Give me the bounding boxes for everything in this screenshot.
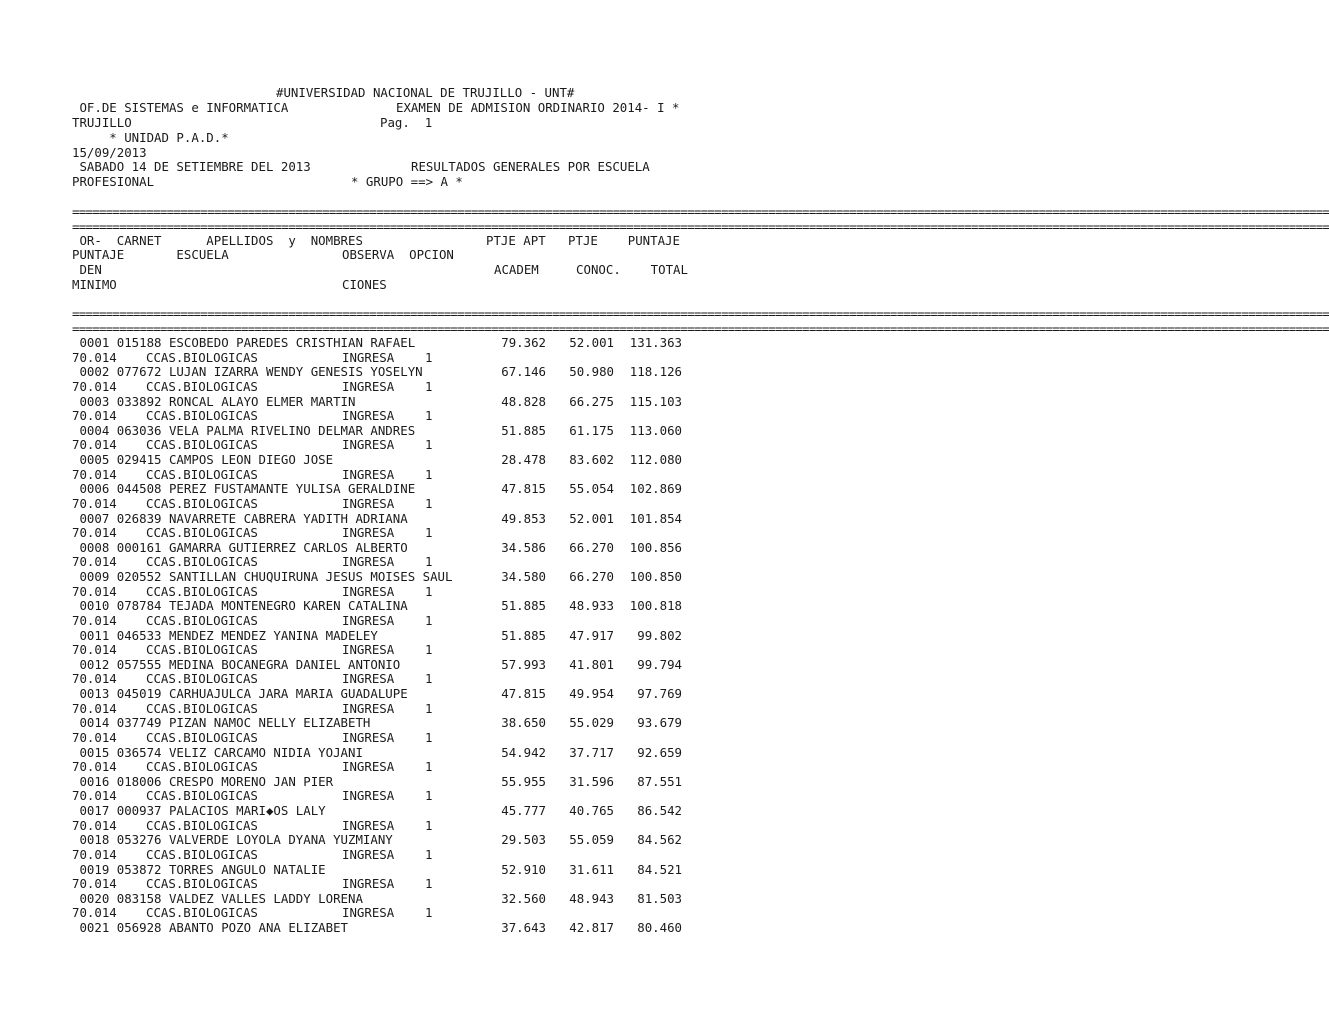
- row-total-score: 86.542: [637, 803, 682, 818]
- row-observa: INGRESA: [342, 437, 395, 453]
- row-academ-score: 37.643: [501, 920, 546, 935]
- row-observa: INGRESA: [342, 788, 395, 804]
- row-total-score: 112.080: [629, 452, 682, 467]
- row-escuela: CCAS.BIOLOGICAS: [146, 817, 258, 833]
- row-opcion: 1: [425, 437, 433, 453]
- row-opcion: 1: [425, 349, 433, 365]
- profesional-label: PROFESIONAL: [72, 174, 155, 189]
- row-observa: INGRESA: [342, 378, 395, 394]
- row-opcion: 1: [425, 525, 433, 540]
- row-name: 0015 036574 VELIZ CARCAMO NIDIA YOJANI: [72, 744, 363, 760]
- separator-line: ==========================================================================================================================================================================================: [72, 219, 1329, 234]
- row-opcion: 1: [425, 700, 433, 716]
- row-name: 0006 044508 PEREZ FUSTAMANTE YULISA GERALDINE: [72, 481, 416, 497]
- row-name: 0008 000161 GAMARRA GUTIERREZ CARLOS ALBERTO: [72, 539, 408, 555]
- row-opcion: 1: [425, 817, 433, 833]
- row-observa: INGRESA: [342, 612, 395, 628]
- row-academ-score: 52.910: [501, 861, 546, 877]
- row-name: 0018 053276 VALVERDE LOYOLA DYANA YUZMIANY: [72, 832, 393, 848]
- report-date: 15/09/2013: [72, 145, 147, 160]
- row-minimo: 70.014: [72, 583, 117, 599]
- row-academ-score: 47.815: [501, 686, 546, 701]
- row-escuela: CCAS.BIOLOGICAS: [146, 671, 258, 687]
- row-conoc-score: 55.054: [569, 481, 614, 497]
- row-opcion: 1: [425, 671, 433, 687]
- column-header-line1-left: OR- CARNET APELLIDOS y NOMBRES: [72, 233, 363, 248]
- row-escuela: CCAS.BIOLOGICAS: [146, 700, 258, 716]
- row-minimo: 70.014: [72, 700, 117, 716]
- row-opcion: 1: [425, 408, 433, 423]
- row-academ-score: 34.580: [501, 569, 546, 584]
- row-name: 0017 000937 PALACIOS MARI◆OS LALY: [72, 803, 326, 818]
- row-total-score: 84.521: [637, 861, 682, 877]
- row-name: 0012 057555 MEDINA BOCANEGRA DANIEL ANTONIO: [72, 656, 401, 672]
- row-observa: INGRESA: [342, 905, 395, 921]
- row-conoc-score: 48.943: [569, 890, 614, 906]
- row-conoc-score: 49.954: [569, 686, 614, 701]
- row-name: 0004 063036 VELA PALMA RIVELINO DELMAR ANDRES: [72, 422, 416, 438]
- row-observa: INGRESA: [342, 466, 395, 482]
- row-name: 0021 056928 ABANTO POZO ANA ELIZABET: [72, 920, 349, 935]
- row-name: 0001 015188 ESCOBEDO PAREDES CRISTHIAN RAFAEL: [72, 335, 416, 350]
- row-minimo: 70.014: [72, 905, 117, 921]
- row-escuela: CCAS.BIOLOGICAS: [146, 525, 258, 540]
- row-conoc-score: 61.175: [569, 422, 614, 438]
- row-name: 0019 053872 TORRES ANGULO NATALIE: [72, 861, 326, 877]
- row-opcion: 1: [425, 466, 433, 482]
- row-name: 0007 026839 NAVARRETE CABRERA YADITH ADRIANA: [72, 510, 408, 526]
- row-conoc-score: 52.001: [569, 510, 614, 526]
- row-escuela: CCAS.BIOLOGICAS: [146, 612, 258, 628]
- row-conoc-score: 47.917: [569, 627, 614, 643]
- group-label: * GRUPO ==> A *: [351, 174, 463, 189]
- row-total-score: 115.103: [629, 393, 682, 409]
- row-escuela: CCAS.BIOLOGICAS: [146, 495, 258, 511]
- row-escuela: CCAS.BIOLOGICAS: [146, 846, 258, 862]
- row-opcion: 1: [425, 905, 433, 921]
- row-opcion: 1: [425, 729, 433, 745]
- row-observa: INGRESA: [342, 876, 395, 891]
- row-escuela: CCAS.BIOLOGICAS: [146, 729, 258, 745]
- row-name: 0016 018006 CRESPO MORENO JAN PIER: [72, 773, 334, 789]
- row-minimo: 70.014: [72, 729, 117, 745]
- row-opcion: 1: [425, 495, 433, 511]
- row-total-score: 80.460: [637, 920, 682, 935]
- row-minimo: 70.014: [72, 378, 117, 394]
- row-observa: INGRESA: [342, 700, 395, 716]
- row-total-score: 92.659: [637, 744, 682, 760]
- row-minimo: 70.014: [72, 759, 117, 774]
- row-escuela: CCAS.BIOLOGICAS: [146, 408, 258, 423]
- row-minimo: 70.014: [72, 788, 117, 804]
- row-opcion: 1: [425, 378, 433, 394]
- row-conoc-score: 37.717: [569, 744, 614, 760]
- row-conoc-score: 42.817: [569, 920, 614, 935]
- row-total-score: 99.794: [637, 656, 682, 672]
- row-conoc-score: 40.765: [569, 803, 614, 818]
- city-name: TRUJILLO: [72, 115, 132, 130]
- university-title: #UNIVERSIDAD NACIONAL DE TRUJILLO - UNT#: [276, 85, 575, 100]
- row-total-score: 113.060: [629, 422, 682, 438]
- row-observa: INGRESA: [342, 495, 395, 511]
- row-opcion: 1: [425, 846, 433, 862]
- row-minimo: 70.014: [72, 437, 117, 453]
- row-name: 0010 078784 TEJADA MONTENEGRO KAREN CATALINA: [72, 598, 408, 614]
- row-observa: INGRESA: [342, 846, 395, 862]
- row-observa: INGRESA: [342, 759, 395, 774]
- row-escuela: CCAS.BIOLOGICAS: [146, 437, 258, 453]
- row-minimo: 70.014: [72, 671, 117, 687]
- row-name: 0003 033892 RONCAL ALAYO ELMER MARTIN: [72, 393, 356, 409]
- row-name: 0009 020552 SANTILLAN CHUQUIRUNA JESUS MOISES SAUL: [72, 569, 453, 584]
- row-conoc-score: 52.001: [569, 335, 614, 350]
- row-opcion: 1: [425, 876, 433, 891]
- row-opcion: 1: [425, 642, 433, 657]
- row-minimo: 70.014: [72, 554, 117, 570]
- row-total-score: 118.126: [629, 364, 682, 380]
- row-observa: INGRESA: [342, 671, 395, 687]
- row-name: 0013 045019 CARHUAJULCA JARA MARIA GUADALUPE: [72, 686, 408, 701]
- row-academ-score: 49.853: [501, 510, 546, 526]
- row-academ-score: 34.586: [501, 539, 546, 555]
- row-name: 0011 046533 MENDEZ MENDEZ YANINA MADELEY: [72, 627, 378, 643]
- row-conoc-score: 55.029: [569, 715, 614, 731]
- office-name: OF.DE SISTEMAS e INFORMATICA: [72, 100, 289, 115]
- row-opcion: 1: [425, 612, 433, 628]
- row-minimo: 70.014: [72, 846, 117, 862]
- row-minimo: 70.014: [72, 408, 117, 423]
- row-escuela: CCAS.BIOLOGICAS: [146, 876, 258, 891]
- row-total-score: 84.562: [637, 832, 682, 848]
- row-conoc-score: 66.270: [569, 569, 614, 584]
- unit-name: * UNIDAD P.A.D.*: [72, 130, 229, 145]
- row-escuela: CCAS.BIOLOGICAS: [146, 905, 258, 921]
- row-observa: INGRESA: [342, 642, 395, 657]
- row-name: 0002 077672 LUJAN IZARRA WENDY GENESIS YOSELYN: [72, 364, 423, 380]
- row-conoc-score: 41.801: [569, 656, 614, 672]
- row-total-score: 100.850: [629, 569, 682, 584]
- row-academ-score: 51.885: [501, 422, 546, 438]
- results-title: RESULTADOS GENERALES POR ESCUELA: [411, 159, 650, 174]
- row-academ-score: 51.885: [501, 598, 546, 614]
- column-header-line3-right: ACADEM CONOC. TOTAL: [494, 262, 688, 277]
- row-opcion: 1: [425, 583, 433, 599]
- row-minimo: 70.014: [72, 525, 117, 540]
- column-header-line2-mid: OBSERVA OPCION: [342, 247, 454, 262]
- row-observa: INGRESA: [342, 525, 395, 540]
- row-conoc-score: 55.059: [569, 832, 614, 848]
- row-academ-score: 29.503: [501, 832, 546, 848]
- row-total-score: 81.503: [637, 890, 682, 906]
- row-observa: INGRESA: [342, 554, 395, 570]
- row-observa: INGRESA: [342, 583, 395, 599]
- row-total-score: 131.363: [629, 335, 682, 350]
- row-conoc-score: 83.602: [569, 452, 614, 467]
- row-observa: INGRESA: [342, 729, 395, 745]
- row-academ-score: 47.815: [501, 481, 546, 497]
- row-minimo: 70.014: [72, 642, 117, 657]
- row-escuela: CCAS.BIOLOGICAS: [146, 378, 258, 394]
- column-header-line3-left: DEN: [72, 262, 102, 277]
- row-observa: INGRESA: [342, 349, 395, 365]
- row-escuela: CCAS.BIOLOGICAS: [146, 642, 258, 657]
- row-conoc-score: 50.980: [569, 364, 614, 380]
- separator-line: ==========================================================================================================================================================================================: [72, 204, 1329, 219]
- column-header-line2-left: PUNTAJE ESCUELA: [72, 247, 229, 262]
- exam-day: SABADO 14 DE SETIEMBRE DEL 2013: [72, 159, 311, 174]
- column-header-line4-left: MINIMO: [72, 277, 117, 292]
- row-academ-score: 51.885: [501, 627, 546, 643]
- row-escuela: CCAS.BIOLOGICAS: [146, 788, 258, 804]
- row-opcion: 1: [425, 554, 433, 570]
- row-escuela: CCAS.BIOLOGICAS: [146, 554, 258, 570]
- row-escuela: CCAS.BIOLOGICAS: [146, 759, 258, 774]
- row-observa: INGRESA: [342, 408, 395, 423]
- separator-line: ==========================================================================================================================================================================================: [72, 321, 1329, 336]
- row-escuela: CCAS.BIOLOGICAS: [146, 349, 258, 365]
- row-academ-score: 32.560: [501, 890, 546, 906]
- row-academ-score: 45.777: [501, 803, 546, 818]
- row-name: 0005 029415 CAMPOS LEON DIEGO JOSE: [72, 452, 334, 467]
- row-opcion: 1: [425, 759, 433, 774]
- row-opcion: 1: [425, 788, 433, 804]
- row-escuela: CCAS.BIOLOGICAS: [146, 583, 258, 599]
- page-number: Pag. 1: [380, 115, 433, 130]
- row-total-score: 87.551: [637, 773, 682, 789]
- row-conoc-score: 48.933: [569, 598, 614, 614]
- row-total-score: 99.802: [637, 627, 682, 643]
- row-minimo: 70.014: [72, 612, 117, 628]
- row-minimo: 70.014: [72, 817, 117, 833]
- row-total-score: 102.869: [629, 481, 682, 497]
- row-minimo: 70.014: [72, 495, 117, 511]
- separator-line: ==========================================================================================================================================================================================: [72, 306, 1329, 321]
- row-escuela: CCAS.BIOLOGICAS: [146, 466, 258, 482]
- row-academ-score: 57.993: [501, 656, 546, 672]
- exam-title: EXAMEN DE ADMISION ORDINARIO 2014- I *: [396, 100, 680, 115]
- row-total-score: 97.769: [637, 686, 682, 701]
- row-academ-score: 54.942: [501, 744, 546, 760]
- row-academ-score: 55.955: [501, 773, 546, 789]
- row-academ-score: 28.478: [501, 452, 546, 467]
- row-minimo: 70.014: [72, 876, 117, 891]
- row-conoc-score: 66.270: [569, 539, 614, 555]
- row-name: 0014 037749 PIZAN NAMOC NELLY ELIZABETH: [72, 715, 371, 731]
- row-academ-score: 48.828: [501, 393, 546, 409]
- row-total-score: 93.679: [637, 715, 682, 731]
- row-academ-score: 67.146: [501, 364, 546, 380]
- row-total-score: 100.856: [629, 539, 682, 555]
- column-header-line4-mid: CIONES: [342, 277, 387, 292]
- row-academ-score: 79.362: [501, 335, 546, 350]
- row-conoc-score: 66.275: [569, 393, 614, 409]
- row-total-score: 100.818: [629, 598, 682, 614]
- row-conoc-score: 31.611: [569, 861, 614, 877]
- column-header-line1-right: PTJE APT PTJE PUNTAJE: [486, 233, 680, 248]
- row-name: 0020 083158 VALDEZ VALLES LADDY LORENA: [72, 890, 363, 906]
- row-minimo: 70.014: [72, 349, 117, 365]
- row-minimo: 70.014: [72, 466, 117, 482]
- row-total-score: 101.854: [629, 510, 682, 526]
- row-conoc-score: 31.596: [569, 773, 614, 789]
- row-academ-score: 38.650: [501, 715, 546, 731]
- row-observa: INGRESA: [342, 817, 395, 833]
